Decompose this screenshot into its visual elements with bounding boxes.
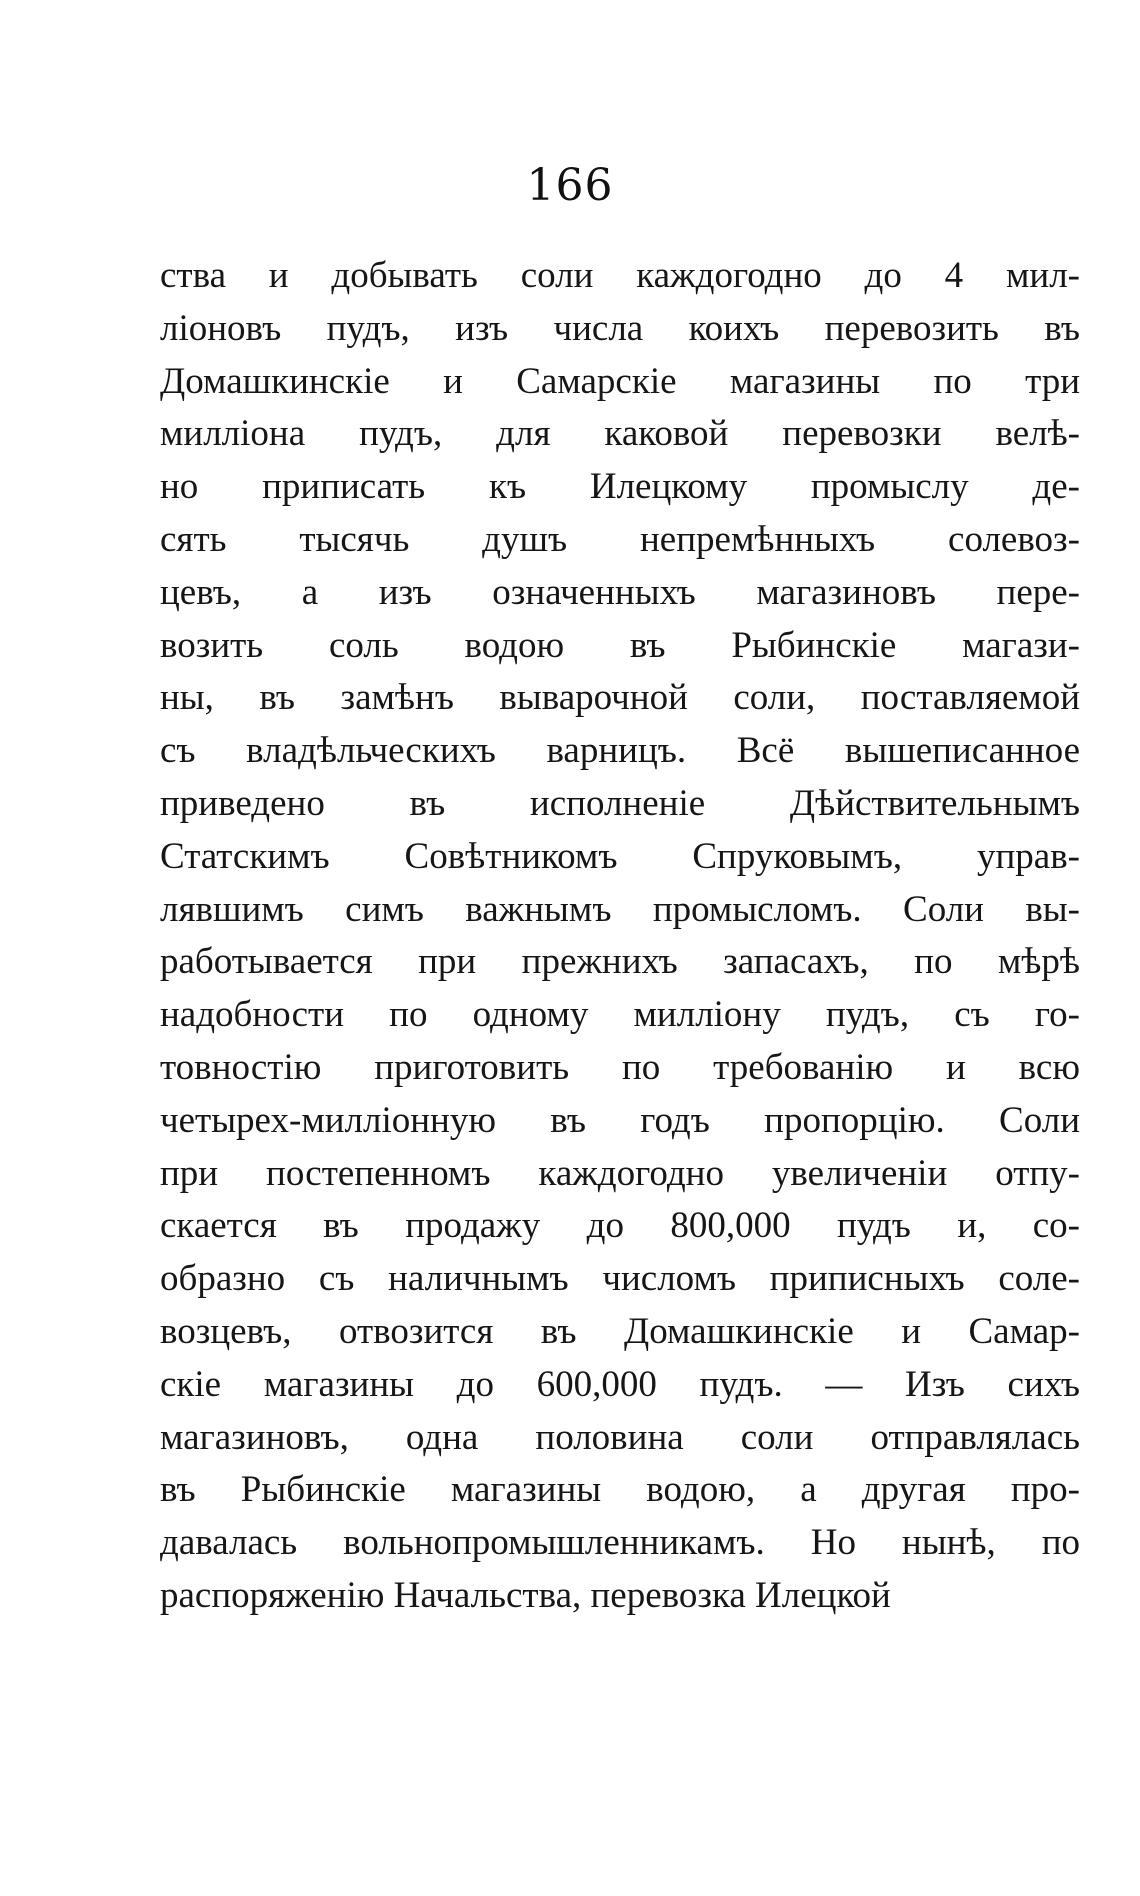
text-line: при постепенномъ каждогодно увеличеніи отпу- bbox=[160, 1152, 1080, 1194]
text-line: приведено въ исполненіе Дѣйствительнымъ bbox=[160, 782, 1080, 824]
text-line: цевъ, а изъ означенныхъ магазиновъ пере- bbox=[160, 571, 1080, 613]
text-line: надобности по одному милліону пудъ, съ го- bbox=[160, 994, 1080, 1036]
text-line: товностію приготовить по требованію и всю bbox=[160, 1046, 1080, 1088]
text-line: образно съ наличнымъ числомъ приписныхъ соле- bbox=[160, 1258, 1080, 1300]
text-line: сять тысячь душъ непремѣнныхъ солевоз- bbox=[160, 518, 1080, 560]
text-line: распоряженію Начальства, перевозка Илецкой bbox=[160, 1574, 891, 1616]
text-line: Статскимъ Совѣтникомъ Спруковымъ, управ- bbox=[160, 835, 1080, 877]
text-line: съ владѣльческихъ варницъ. Всё вышеписанное bbox=[160, 730, 1080, 772]
text-line: давалась вольнопромышленникамъ. Но нынѣ, по bbox=[160, 1522, 1080, 1564]
text-line: четырех-милліонную въ годъ пропорцію. Соли bbox=[160, 1099, 1080, 1141]
body-text bbox=[160, 250, 1080, 1623]
text-line: но приписать къ Илецкому промыслу де- bbox=[160, 466, 1080, 508]
text-line: возцевъ, отвозится въ Домашкинскіе и Самар- bbox=[160, 1310, 1080, 1352]
text-line: лявшимъ симъ важнымъ промысломъ. Соли вы- bbox=[160, 888, 1080, 930]
text-line: ны, въ замѣнъ выварочной соли, поставляемой bbox=[160, 677, 1080, 719]
text-line: въ Рыбинскіе магазины водою, а другая про- bbox=[160, 1469, 1080, 1511]
text-line: милліона пудъ, для каковой перевозки велѣ- bbox=[160, 413, 1080, 455]
text-line: скается въ продажу до 800,000 пудъ и, со- bbox=[160, 1205, 1080, 1247]
text-line: магазиновъ, одна половина соли отправлялась bbox=[160, 1416, 1080, 1458]
text-line: ства и добывать соли каждогодно до 4 мил- bbox=[160, 255, 1080, 296]
text-line: ліоновъ пудъ, изъ числа коихъ перевозить въ bbox=[160, 307, 1080, 349]
text-line: работывается при прежнихъ запасахъ, по мѣрѣ bbox=[160, 941, 1080, 983]
page-number: 166 bbox=[526, 160, 614, 211]
text-line: скіе магазины до 600,000 пудъ. — Изъ сихъ bbox=[160, 1363, 1080, 1405]
text-line: Домашкинскіе и Самарскіе магазины по три bbox=[160, 360, 1080, 402]
text-line: возить соль водою въ Рыбинскіе магази- bbox=[160, 624, 1080, 666]
